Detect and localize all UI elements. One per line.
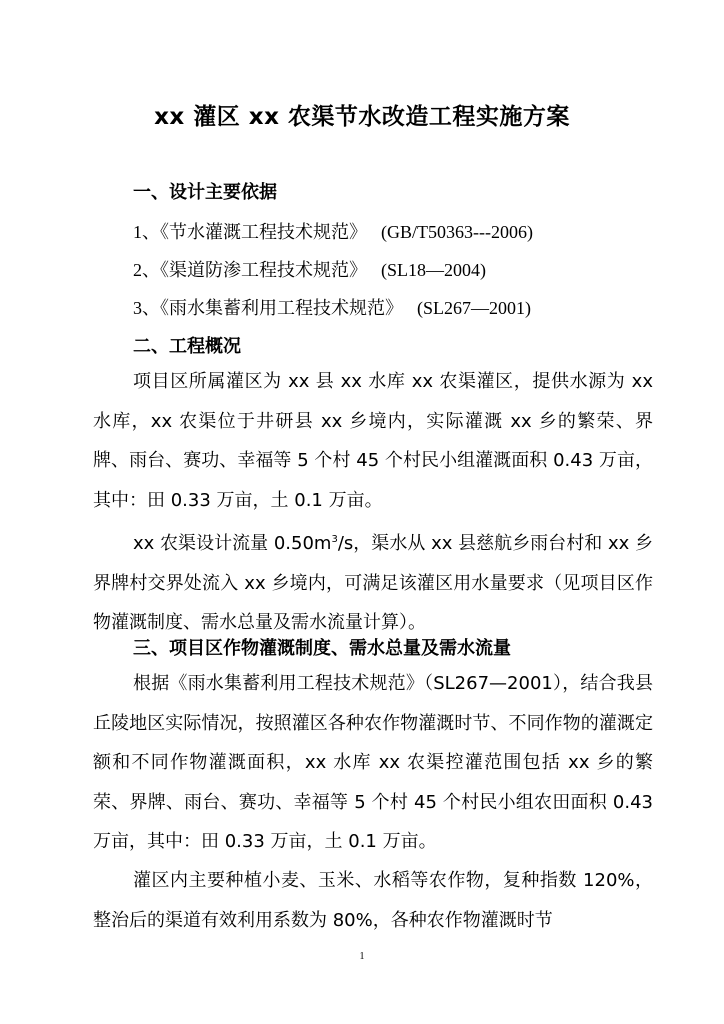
page-number: 1: [359, 951, 365, 962]
reference-number: 2、: [133, 260, 160, 280]
paragraph-design-flow: [93, 520, 653, 643]
design-flow-text-b: /s，渠水从 xx 县慈航乡雨台村和 xx 乡界牌村交界处流入 xx 乡境内，可满足该灌区用水量要求（见项目区作物灌溉制度、需水总量及需水流量计算）。: [93, 533, 653, 633]
paragraph-project-area: 项目区所属灌区为 xx 县 xx 水库 xx 农渠灌区，提供水源为 xx 水库，xx 农渠位于井研县 xx 乡境内，实际灌溉 xx 乡的繁荣、界牌、雨台、赛功、幸福等 5 个村 45 个村民小组灌溉面积 0.43 万亩，其中：田 0.33 万亩，土 0.1 万亩。: [93, 371, 653, 511]
reference-number: 3、: [133, 298, 160, 318]
document-title: xx 灌区 xx 农渠节水改造工程实施方案: [154, 104, 570, 130]
design-flow-text-a: xx 农渠设计流量 0.50m: [133, 533, 332, 554]
section-heading-design-basis: 一、设计主要依据: [133, 182, 277, 203]
reference-name: 《节水灌溉工程技术规范》: [160, 222, 367, 243]
reference-item: [133, 256, 486, 282]
reference-number: 1、: [133, 222, 160, 242]
reference-name: 《雨水集蓄利用工程技术规范》: [160, 298, 403, 319]
reference-item: [133, 294, 531, 320]
reference-code: (GB/T50363---2006): [381, 222, 533, 242]
reference-item: [133, 218, 533, 244]
reference-code: (SL267—2001): [417, 298, 531, 318]
reference-code: (SL18—2004): [381, 260, 486, 280]
superscript-cubic: 3: [331, 534, 338, 545]
paragraph-irrigation-basis: 根据《雨水集蓄利用工程技术规范》（SL267—2001），结合我县丘陵地区实际情况，按照灌区各种农作物灌溉时节、不同作物的灌溉定额和不同作物灌溉面积，xx 水库 xx 农渠控灌范围包括 xx 乡的繁荣、界牌、雨台、赛功、幸福等 5 个村 45 个村民小组农田面积 0.43 万亩，其中：田 0.33 万亩，土 0.1 万亩。: [93, 673, 653, 852]
paragraph-crops: 灌区内主要种植小麦、玉米、水稻等农作物，复种指数 120%，整治后的渠道有效利用系数为 80%，各种农作物灌溉时节: [93, 870, 653, 931]
reference-name: 《渠道防渗工程技术规范》: [160, 260, 367, 281]
section-heading-irrigation-regime: 三、项目区作物灌溉制度、需水总量及需水流量: [133, 638, 511, 659]
section-heading-project-overview: 二、工程概况: [133, 336, 241, 357]
